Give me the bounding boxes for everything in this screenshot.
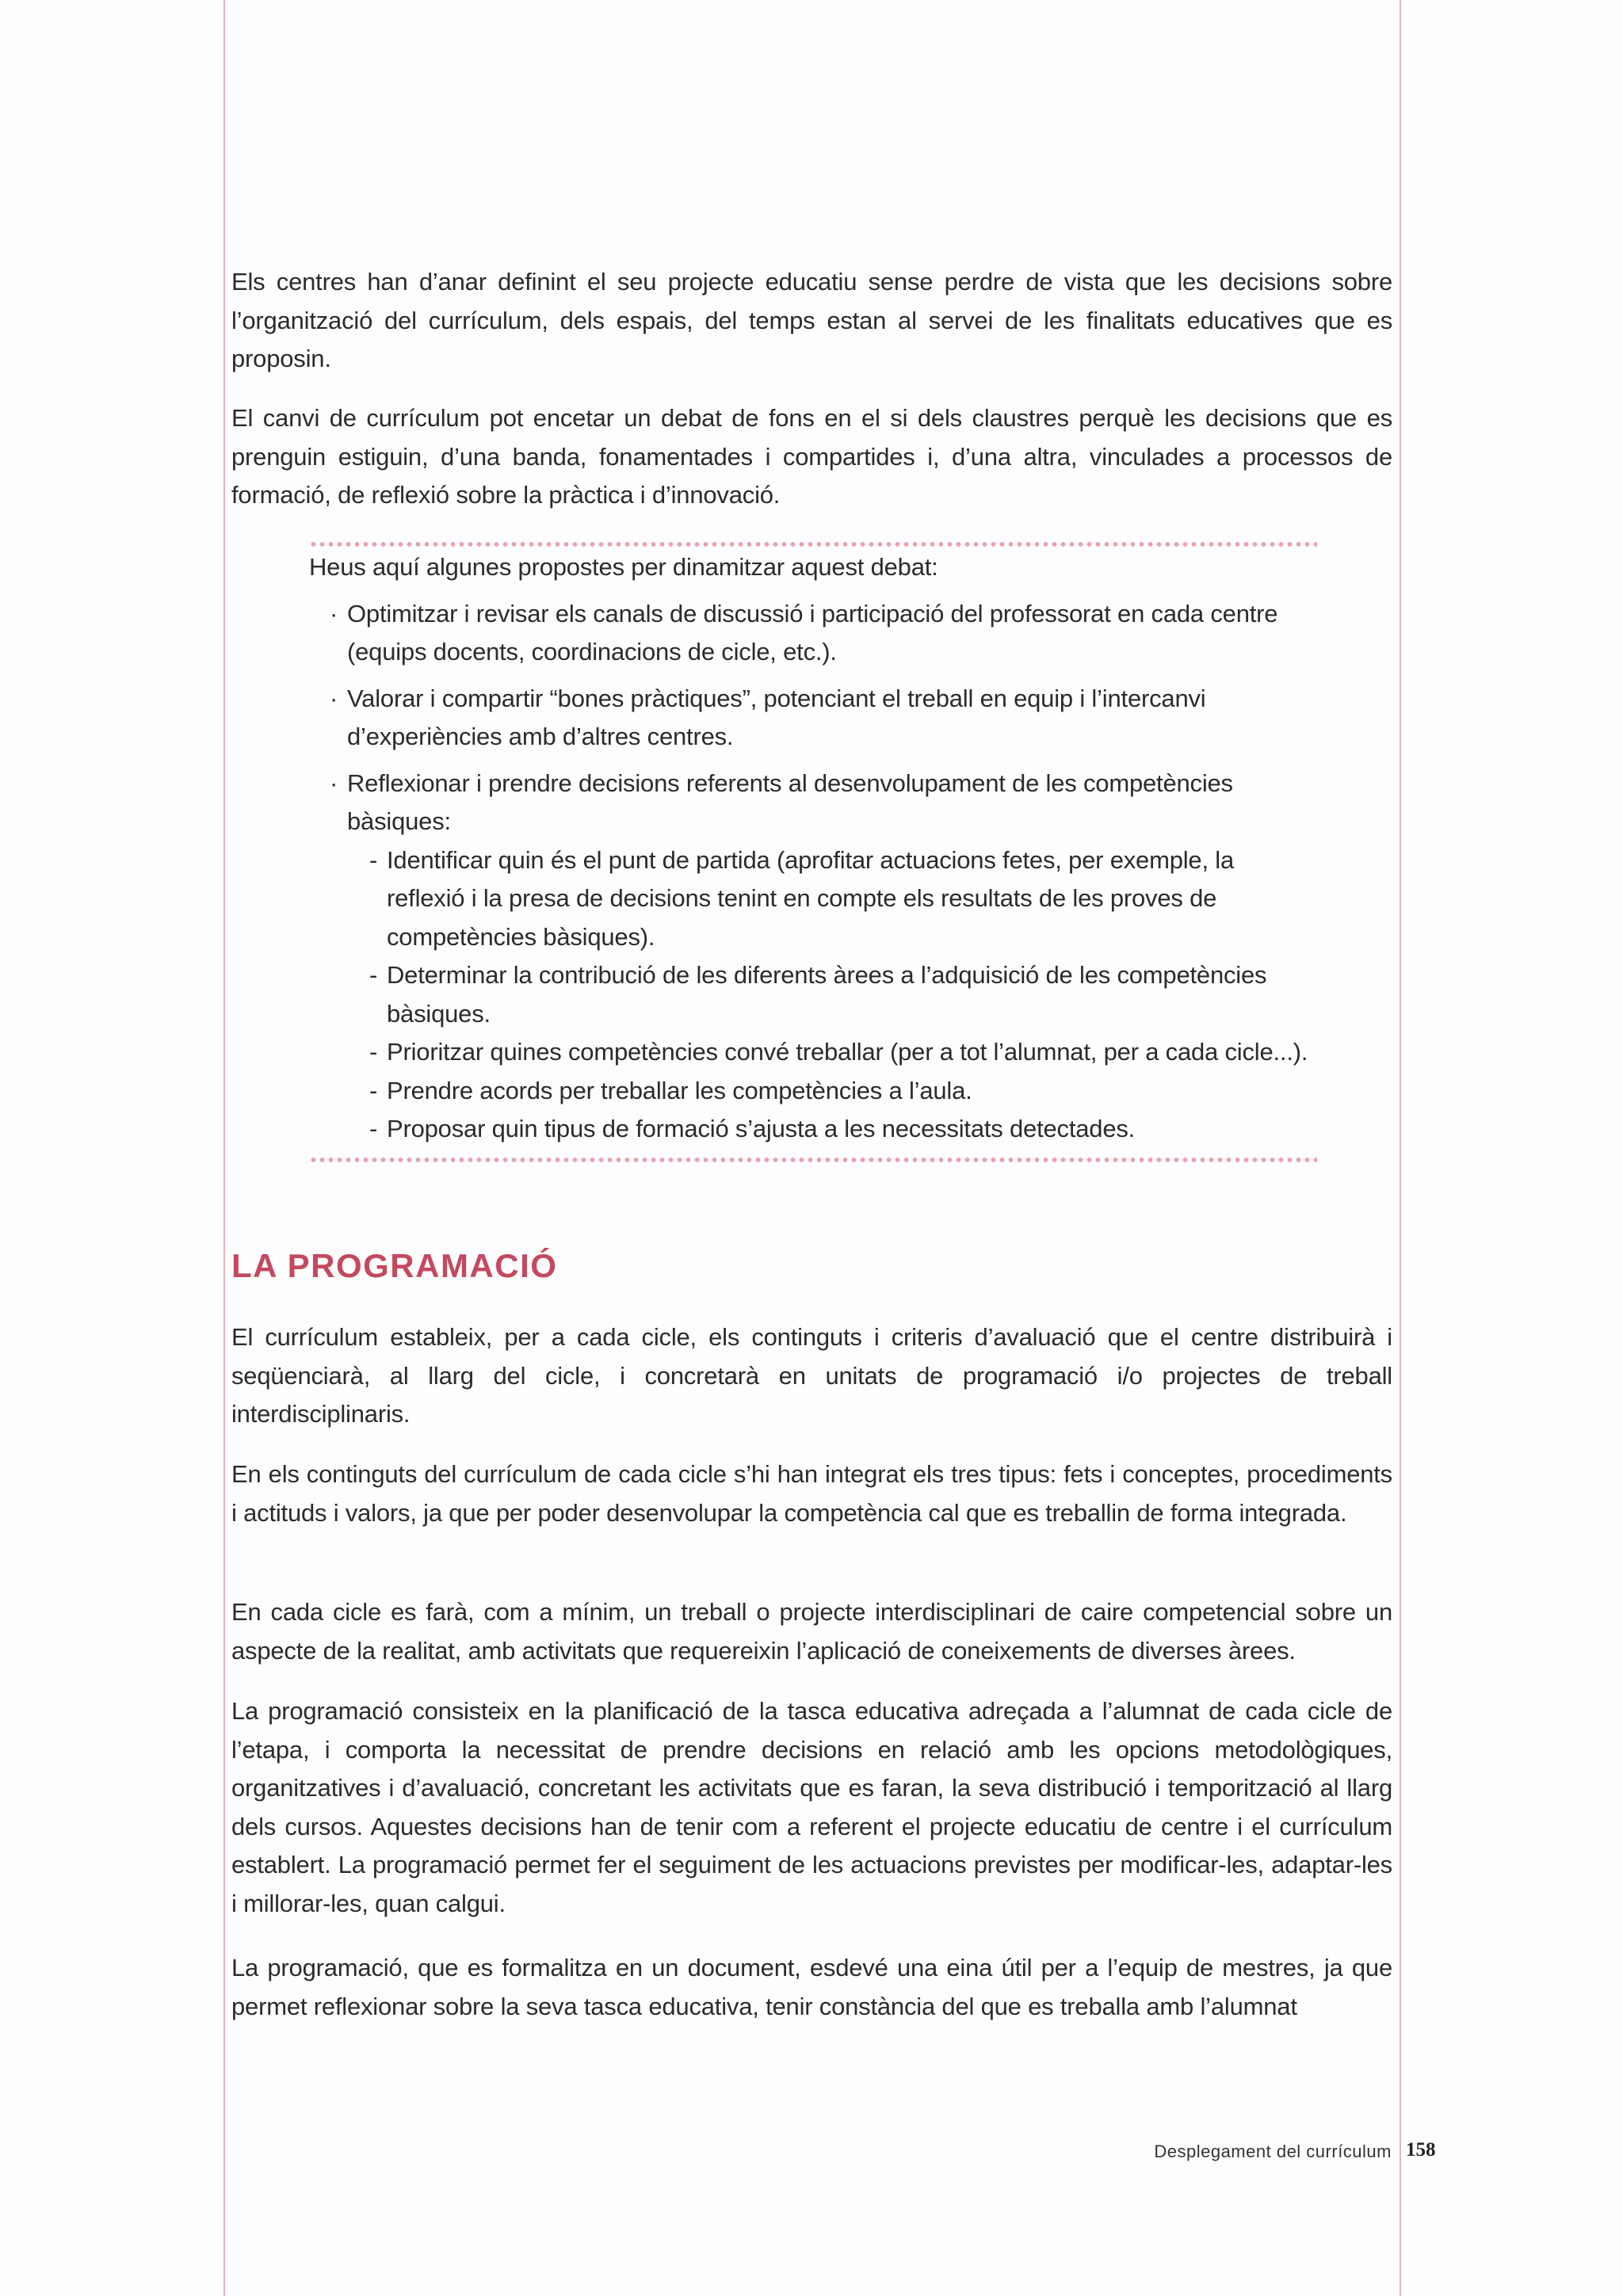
- proposal-subitem-text: Prendre acords per treballar les competències a l’aula.: [387, 1076, 972, 1104]
- bullet-mark: ·: [330, 684, 338, 712]
- section-paragraph: En els continguts del currículum de cada cicle s’hi han integrat els tres tipus: fets i conceptes, procediments i actituds i valors, ja que per poder desenvolupar la competència cal que es treballin de forma integrada.: [231, 1460, 1392, 1527]
- proposals-box: [309, 541, 1317, 1163]
- section-paragraph: La programació, que es formalitza en un document, esdevé una eina útil per a l’equip de mestres, ja que permet reflexionar sobre la seva tasca educativa, tenir constància del que es treballa amb l’alumnat: [231, 1954, 1392, 2020]
- proposal-subitem: [309, 841, 1317, 957]
- dotted-rule-bottom: [309, 1157, 1317, 1163]
- dash-mark: -: [369, 961, 378, 989]
- section-paragraph: La programació consisteix en la planificació de la tasca educativa adreçada a l’alumnat de cada cicle de l’etapa, i comporta la necessitat de prendre decisions en relació amb les opcions metodològiques, organitzatives i d’avaluació, concretant les activitats que es faran, la seva distribució i temporització al llarg dels cursos. Aquestes decisions han de tenir com a referent el projecte educatiu de centre i el currículum establert. La programació permet fer el seguiment de les actuacions previstes per modificar-les, adaptar-les i millorar-les, quan calgui.: [231, 1697, 1392, 1917]
- section-paragraph-4-block: [231, 1692, 1392, 1923]
- proposal-subitem-text: Identificar quin és el punt de partida (aprofitar actuacions fetes, per exemple, la reflexió i la presa de decisions tenint en compte els resultats de les proves de competències bàsiques).: [387, 845, 1235, 951]
- proposals-intro: Heus aquí algunes propostes per dinamitzar aquest debat:: [309, 553, 938, 581]
- right-margin-rule: [1400, 0, 1401, 2296]
- proposal-subitem-text: Determinar la contribució de les diferents àrees a l’adquisició de les competències bàsiques.: [387, 961, 1267, 1028]
- section-title: LA PROGRAMACIÓ: [231, 1247, 558, 1284]
- proposal-subitem: [309, 1110, 1317, 1149]
- page-number: 158: [1406, 2139, 1436, 2161]
- section-paragraph-3-block: [231, 1593, 1392, 1670]
- intro-paragraph: Els centres han d’anar definint el seu projecte educatiu sense perdre de vista que les decisions sobre l’organització del currículum, dels espais, del temps estan al servei de les finalitats educatives que es proposin.: [231, 268, 1392, 372]
- dash-mark: -: [369, 1038, 378, 1066]
- bullet-mark: ·: [330, 769, 338, 797]
- proposal-subitem-text: Prioritzar quines competències convé treballar (per a tot l’alumnat, per a cada cicle...).: [387, 1038, 1308, 1066]
- proposal-item-text: Valorar i compartir “bones pràctiques”, potenciant el treball en equip i l’intercanvi d’experiències amb d’altres centres.: [347, 684, 1206, 750]
- bullet-mark: ·: [330, 599, 338, 627]
- section-paragraph-2-block: [231, 1455, 1392, 1532]
- dash-mark: -: [369, 845, 378, 874]
- proposal-item: [309, 765, 1317, 841]
- dotted-rule-top: [309, 541, 1317, 547]
- proposal-subitem: [309, 1072, 1317, 1111]
- section-paragraph: El currículum estableix, per a cada cicle, els continguts i criteris d’avaluació que el centre distribuirà i seqüenciarà, al llarg del cicle, i concretarà en unitats de programació i/o projectes de treball interdisciplinaris.: [231, 1323, 1392, 1428]
- intro-paragraph-1-block: [231, 263, 1392, 379]
- proposal-item-text: Reflexionar i prendre decisions referents al desenvolupament de les competències bàsiques:: [347, 769, 1233, 835]
- section-paragraph: En cada cicle es farà, com a mínim, un treball o projecte interdisciplinari de caire competencial sobre un aspecte de la realitat, amb activitats que requereixin l’aplicació de coneixements de diverses àrees.: [231, 1598, 1392, 1665]
- section-paragraph-5-block: [231, 1949, 1392, 2026]
- dash-mark: -: [369, 1076, 378, 1104]
- proposal-subitem: [309, 1033, 1317, 1072]
- intro-paragraph: El canvi de currículum pot encetar un debat de fons en el si dels claustres perquè les decisions que es prenguin estiguin, d’una banda, fonamentades i compartides i, d’una altra, vinculades a processos de formació, de reflexió sobre la pràctica i d’innovació.: [231, 404, 1392, 509]
- proposal-subitem-text: Proposar quin tipus de formació s’ajusta a les necessitats detectades.: [387, 1115, 1136, 1142]
- running-footer-title: Desplegament del currículum: [1154, 2142, 1392, 2161]
- proposal-item: [309, 595, 1317, 672]
- left-margin-rule: [223, 0, 225, 2296]
- intro-paragraph-2-block: [231, 399, 1392, 515]
- dash-mark: -: [369, 1115, 378, 1142]
- proposal-subitem: [309, 956, 1317, 1033]
- proposal-item-text: Optimitzar i revisar els canals de discussió i participació del professorat en cada centre (equips docents, coordinacions de cicle, etc.).: [347, 599, 1278, 666]
- proposal-item: [309, 680, 1317, 757]
- section-paragraph-1-block: [231, 1318, 1392, 1434]
